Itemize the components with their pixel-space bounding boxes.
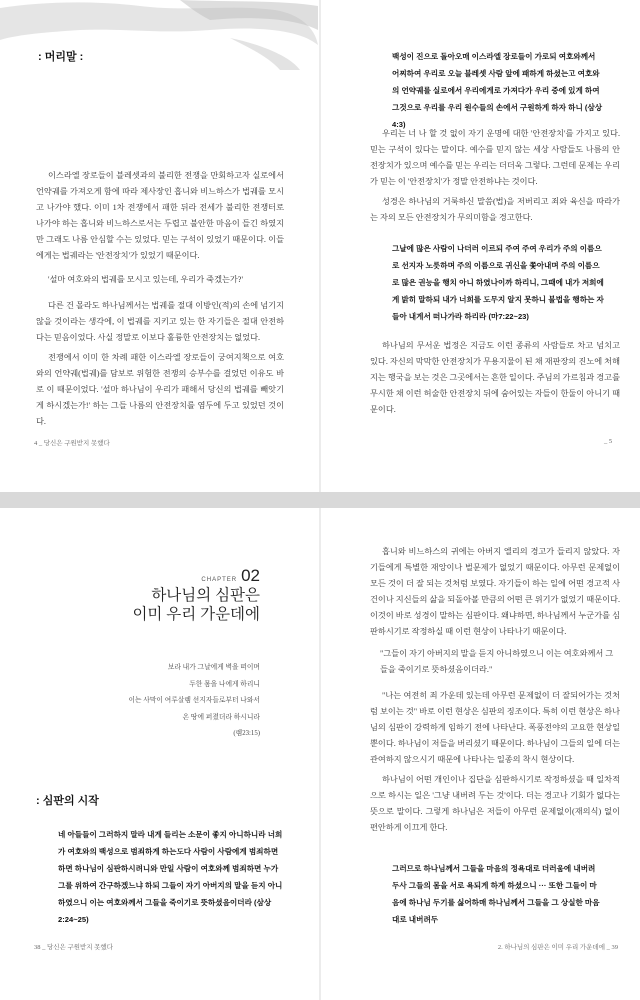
page-39 [320, 508, 640, 1000]
paragraph: 하나님이 어떤 개인이나 집단을 심판하시기로 작정하셨을 때 일차적으로 하시는 일은 '그냥 내버려 두는 것'이다. 더는 경고나 기회가 없다는 뜻으로 말이다. 그렇게 하나님은 저들이 아무런 문제없이(재의식) 없이 편안하게 이끄게 한다. [370, 775, 620, 832]
paragraph: 다른 건 몰라도 하나님께서는 법궤를 절대 이방인(적)의 손에 넘기지 않을 것이라는 생각에, 이 법궤를 지키고 있는 한 자기들은 절대 안전하다는 믿음이었다. 사실 정말로 이보다 훌륭한 안전장치는 없었다. [36, 301, 284, 342]
preface-heading: : 머리말 : [38, 51, 84, 63]
paragraph: 성경은 하나님의 거룩하신 말씀(법)을 저버리고 죄와 육신을 따라가는 자의 모든 안전장치가 무의미함을 경고한다. [370, 197, 620, 222]
scripture-quote: 네 아들들이 그러하지 말라 내게 들리는 소문이 좋지 아니하니라 너희가 여호와의 백성으로 범죄하게 하는도다 사람이 사람에게 범죄하면 하면 하나님이 심판하시려니와 만일 사람이 여호와께 범죄하면 누가 그를 위하여 간구하겠느냐 하되 그들이 자기 아버지의 말을 듣지 아니하였으니 이는 여호와께서 그들을 죽이기로 뜻하셨음이더라 (삼상 2:24~25) [58, 830, 283, 924]
spread-gutter [319, 0, 321, 492]
chapter-label: CHAPTER [201, 577, 238, 583]
scripture-quote: 그러므로 하나님께서 그들을 마음의 정욕대로 더러움에 내버려 두사 그들의 몸을 서로 욕되게 하게 하셨으니 ··· 또한 그들이 마음에 하나님 두기를 싫어하매 하나님께서 그들을 그 상실한 마음대로 내버려두 [392, 864, 600, 924]
verse-line: 보라 내가 그날에게 벽을 떠이며 [167, 664, 260, 671]
paragraph: "나는 여전히 죄 가운데 있는데 아무런 문제없이 더 잘되어가는 것처럼 보이는 것" 바로 이런 현상은 심판의 징조이다. 특히 이런 현상은 하나님의 심판이 강력하게 임하기 전에 나타난다. 폭풍전야의 고요한 현상일 뿐이다. 하나님이 저들을 버리셨기 때문이다. 하나님이 그들의 일에 더는 관여하지 않으시기 때문에 나타나는 일종의 착시 현상이다. [370, 691, 620, 764]
quote-text: "그들이 자기 아버지의 말을 듣지 아니하였으니 이는 여호와께서 그들을 죽이기로 뜻하셨음이더라." [380, 649, 614, 674]
page-38 [0, 508, 320, 1000]
page-4 [0, 0, 320, 492]
quote-text: '설마 여호와의 법궤를 모시고 있는데, 우리가 죽겠는가?' [48, 275, 243, 284]
paragraph: 우리는 너 나 할 것 없이 자기 운명에 대한 '안전장치'를 가지고 있다. 믿는 구석이 있다는 말이다. 예수를 믿지 않는 세상 사람들도 나름의 안전장치가 있으며 예수를 믿는 우리는 더더욱 그렇다. 그런데 문제는 우리가 믿는 이 '안전장치'가 정말 안전하냐는 것이다. [370, 129, 620, 186]
verse-reference: (렘23:15) [233, 730, 260, 737]
chapter-title-line: 하나님의 심판은 [151, 587, 260, 604]
paragraph: 홉니와 비느하스의 귀에는 아버지 엘리의 경고가 들리지 않았다. 자기들에게 특별한 재앙이나 벌문제가 없었기 때문이다. 아무런 문제없이 모든 것이 더 잘 되는 것처럼 보였다. 자기들이 하는 일에 어떤 경고적 사건이나 지신들의 삶을 되돌아볼 만큼의 어떤 큰 위기가 없었기 때문이다. 이것이 바로 성경이 말하는 심판이다. 왜냐하면, 하나님께서 누군가를 심판하시기로 작정하실 때 이런 현상이 나타나기 때문이다. [370, 547, 620, 636]
chapter-title-line: 이미 우리 가운데에 [132, 606, 260, 623]
page-footer: _ 5 [604, 438, 613, 445]
section-heading: : 심판의 시작 [36, 795, 99, 807]
page-footer: 2. 하나님의 심판은 이미 우리 가운데에 _ 39 [497, 944, 618, 951]
page-footer: 38 _ 당신은 구원받지 못했다 [34, 944, 114, 951]
paragraph: 하나님의 무서운 법정은 지금도 이런 종류의 사람들로 차고 넘치고 있다. 자신의 막막한 안전장치가 무용지물이 된 채 재판장의 진노에 처해지는 행국을 보는 것은 그곳에서는 흔한 일이다. 주님의 가르침과 경고를 무시한 채 이런 허술한 안전장치 뒤에 숨어있는 자들이 한둘이 아니기 때문이다. [370, 341, 620, 414]
chapter-marker [201, 566, 260, 586]
verse-line: 이는 사막이 여루살렘 선지자들로부터 나와서 [128, 697, 260, 704]
paragraph: 전쟁에서 이미 한 차례 패한 이스라엘 장로들이 궁여지책으로 여호와의 언약궤(법궤)를 담보로 위험한 전쟁의 승부수를 걸었던 이유도 바로 이 때문이었다. '설마 하나님이 우리가 패해서 당신의 법궤를 빼앗기게 하시겠는가!' 하는 그들 나름의 안전장치를 염두에 두고 있었던 것이다. [36, 353, 284, 426]
spread-gutter [319, 508, 321, 1000]
page-footer: 4 _ 당신은 구원받지 못했다 [34, 440, 110, 447]
paragraph: 이스라엘 장로들이 블레셋과의 불리한 전쟁을 만회하고자 실로에서 언약궤를 가져오게 함에 따라 제사장인 홉니와 비느하스가 법궤를 모시고 나가야 했다. 이미 1차 전쟁에서 패한 뒤라 전세가 불리한 전쟁터로 나가야 하는 홉니와 비느하스로서는 두렵고 불안한 마음이 들긴 하였지만 그래도 나름 안심할 수는 있었다. 믿는 구석이 있었기 때문이다. 이들에게는 법궤라는 '안전장치'가 있었기 때문이다. [36, 171, 284, 260]
verse-line: 두한 몸을 나에게 하리니 [189, 680, 260, 688]
scripture-quote: 백성이 진으로 돌아오매 이스라엘 장로들이 가로되 여호와께서 어찌하여 우리로 오늘 블레셋 사람 앞에 패하게 하셨는고 여호와의 언약궤를 실로에서 우리에게로 가져다가 우리 중에 있게 하여 그것으로 우리를 우리 원수들의 손에서 구원하게 하자 하니 (삼상4:3) [392, 52, 603, 129]
page-5 [320, 0, 640, 492]
chapter-number: 02 [241, 566, 260, 585]
verse-line: 온 땅에 퍼졌더라 하시니라 [182, 713, 260, 721]
scripture-quote: 그날에 많은 사람이 나더러 이르되 주여 주여 우리가 주의 이름으로 선지자 노릇하며 주의 이름으로 귀신을 쫓아내며 주의 이름으로 많은 권능을 행치 아니 하였나이까 하리니, 그때에 내가 저희에게 밝히 말하되 내가 너희를 도무지 알지 못하니 불법을 행하는 자들아 내게서 떠나가라 하리라 (마7:22~23) [392, 244, 604, 321]
